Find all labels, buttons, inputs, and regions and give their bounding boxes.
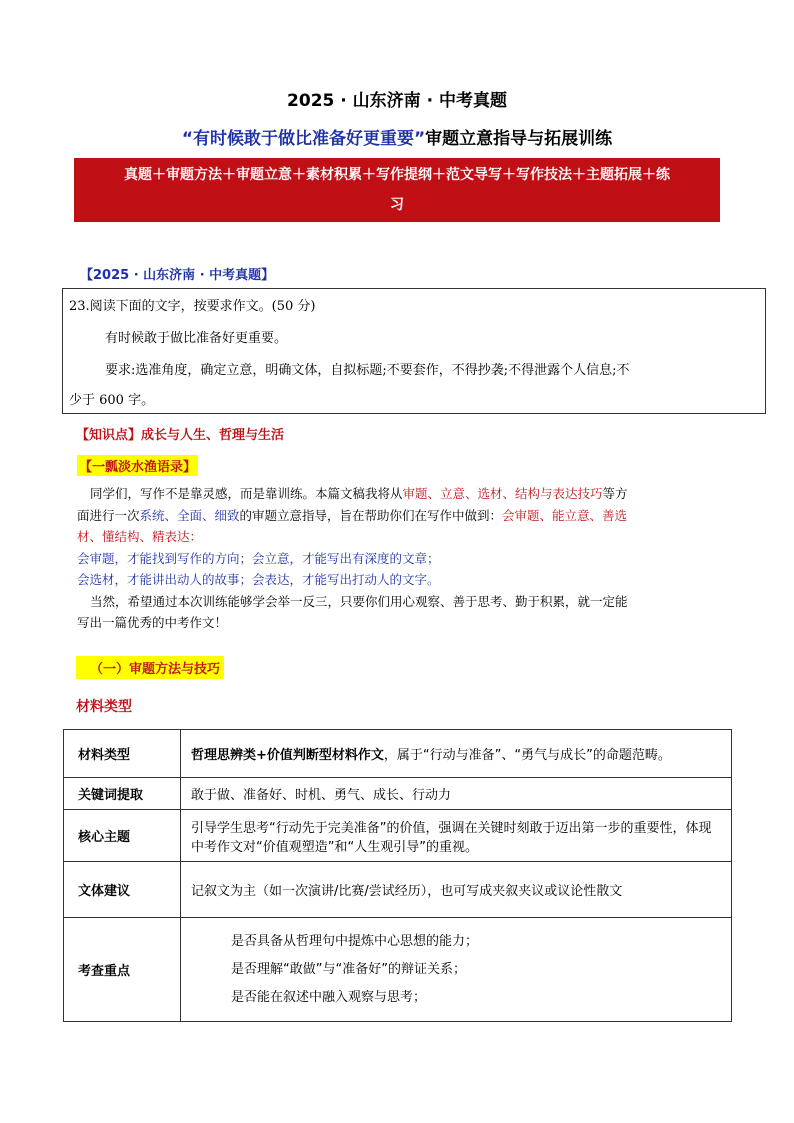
question-line-1: 23.阅读下面的文字，按要求作文。(50 分) xyxy=(69,299,316,314)
intro-line-1 xyxy=(90,484,628,502)
banner-line-1: 真题＋审题方法＋审题立意＋素材积累＋写作提纲＋范文导写＋写作技法＋主题拓展＋练 xyxy=(124,167,670,183)
table-row xyxy=(64,778,732,810)
intro-line-4: 会审题，才能找到写作的方向；会立意，才能写出有深度的文章； xyxy=(77,551,440,566)
question-requirements-cont: 少于 600 字。 xyxy=(69,393,155,408)
intro-line-5: 会选材，才能讲出动人的故事；会表达，才能写出打动人的文字。 xyxy=(77,572,440,587)
intro-text: 面进行一次 xyxy=(77,508,140,523)
intro-keywords: 审题、立意、选材、结构与表达技巧 xyxy=(402,486,603,501)
section-heading-1: （一）审题方法与技巧 xyxy=(76,656,224,679)
intro-line-3: 材、懂结构、精表达： xyxy=(77,529,203,544)
table-value: 记叙文为主（如一次演讲/比赛/尝试经历），也可写成夹叙夹议或议论性散文 xyxy=(181,862,732,918)
table-value: 敢于做、准备好、时机、勇气、成长、行动力 xyxy=(181,778,732,810)
intro-goals: 会审题、能立意、善选 xyxy=(502,508,628,523)
table-row xyxy=(64,810,732,862)
page-title: 2025 · 山东济南 · 中考真题 xyxy=(287,91,507,111)
material-type-heading: 材料类型 xyxy=(76,699,132,715)
banner-line-2: 习 xyxy=(390,197,404,213)
quote-heading: 【一瓢淡水渔语录】 xyxy=(77,455,198,476)
intro-text: 的审题立意指导，旨在帮助你们在写作中做到： xyxy=(239,508,503,523)
table-value: 引导学生思考“行动先于完美准备”的价值，强调在关键时刻敢于迈出第一步的重要性，体现中考作文对“价值观塑造”和“人生观引导”的重视。 xyxy=(181,810,732,862)
intro-keywords: 系统、全面、细致 xyxy=(139,508,240,523)
question-requirements: 要求:选准角度，确定立意，明确文体，自拟标题;不要套作，不得抄袭;不得泄露个人信息;不 xyxy=(105,363,630,378)
page-subtitle xyxy=(0,124,794,149)
subtitle-highlight: “有时候敢于做比准备好更重要” xyxy=(181,129,426,149)
focus-item: 是否理解“敢做”与“准备好”的辩证关系； xyxy=(231,961,466,977)
table-value-bold: 哲理思辨类+价值判断型材料作文 xyxy=(191,748,384,763)
table-key: 考查重点 xyxy=(64,918,181,1022)
subtitle-rest: 审题立意指导与拓展训练 xyxy=(425,129,613,149)
knowledge-point: 【知识点】成长与人生、哲理与生活 xyxy=(76,428,285,443)
question-prompt: 有时候敢于做比准备好更重要。 xyxy=(105,331,288,346)
table-key: 核心主题 xyxy=(64,810,181,862)
intro-line-7: 写出一篇优秀的中考作文！ xyxy=(77,615,228,630)
intro-text: 同学们，写作不是靠灵感，而是靠训练。本篇文稿我将从 xyxy=(90,486,403,501)
table-key: 材料类型 xyxy=(64,730,181,778)
table-value-text: ，属于“行动与准备”、“勇气与成长”的命题范畴。 xyxy=(383,748,671,763)
focus-item: 是否能在叙述中融入观察与思考； xyxy=(231,989,427,1005)
table-row xyxy=(64,918,732,1022)
contents-banner xyxy=(74,158,720,222)
intro-line-6: 当然，希望通过本次训练能够学会举一反三，只要你们用心观察、善于思考、勤于积累，就一定能 xyxy=(90,594,628,609)
focus-item: 是否具备从哲理句中提炼中心思想的能力； xyxy=(231,933,479,949)
table-value xyxy=(181,730,732,778)
table-value xyxy=(181,918,732,1022)
intro-text: 等方 xyxy=(602,486,628,501)
table-key: 关键词提取 xyxy=(64,778,181,810)
intro-line-2 xyxy=(77,506,627,524)
analysis-table xyxy=(63,729,732,1022)
table-row xyxy=(64,862,732,918)
table-row xyxy=(64,730,732,778)
question-box xyxy=(62,288,766,414)
table-key: 文体建议 xyxy=(64,862,181,918)
source-heading: 【2025 · 山东济南 · 中考真题】 xyxy=(80,268,275,283)
